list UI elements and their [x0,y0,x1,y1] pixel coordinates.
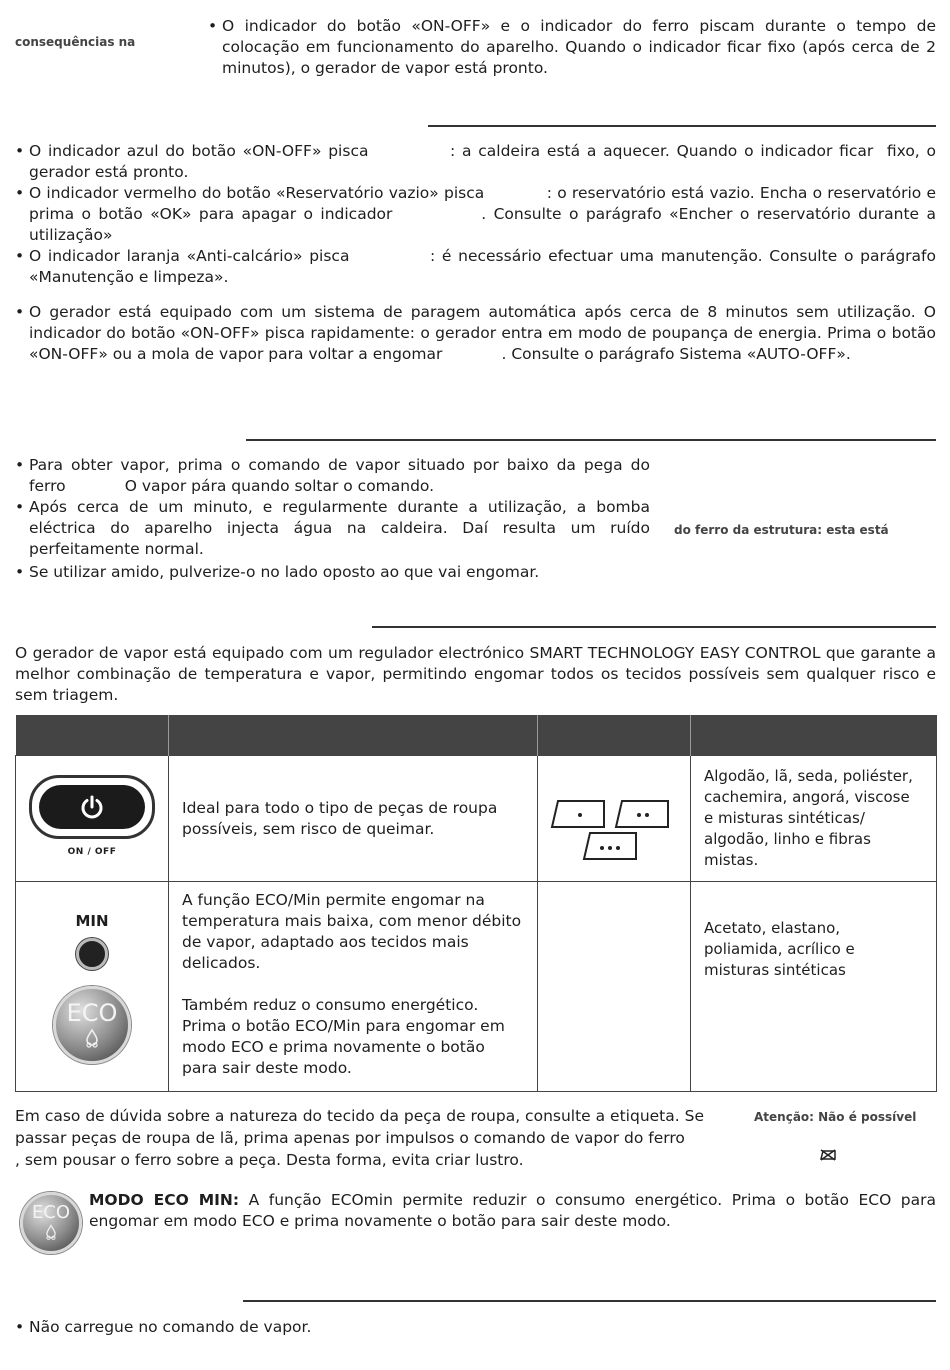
steam-drop-icon [81,1027,103,1049]
eco-button-image [20,1192,82,1254]
regulator-intro: O gerador de vapor está equipado com um regulador electrónico SMART TECHNOLOGY EASY CONTROL que garante a melhor combinação de temperatura e vapor, permitindo engomar todos os tecidos possíveis sem qualquer risco e sem triagem. [15,644,936,704]
indicator-list [15,141,941,365]
list-item: • O indicador laranja «Anti-calcário» pisca : é necessário efectuar uma manutenção. Consulte o parágrafo «Manutenção e limpeza». [15,246,936,288]
side-note-attention: Atenção: Não é possível [754,1110,917,1124]
eco-label: ECO [66,999,118,1027]
list-item: • O indicador do botão «ON-OFF» e o indicador do ferro piscam durante o tempo de colocação em funcionamento do aparelho. Quando o indicador ficar fixo (após cerca de 2 minutos), o gerador de vapor está pronto. [208,16,936,79]
fabric-mode-table [15,715,937,1092]
list-item: • Após cerca de um minuto, e regularmente durante a utilização, a bomba eléctrica do aparelho injecta água na caldeira. Daí resulta um ruído perfeitamente normal. [15,497,650,560]
eco-button-image [53,986,131,1064]
iron-temperature-cell [538,756,691,882]
no-tumble-dry-icon [818,1147,838,1163]
table-header-cell [538,715,691,756]
eco-mode-title: MODO ECO MIN: [89,1191,240,1209]
min-label: MIN [75,912,109,930]
table-header-cell [169,715,538,756]
list-item: • O gerador está equipado com um sistema de paragem automática após cerca de 8 minutos sem utilização. O indicador do botão «ON-OFF» pisca rapidamente: o gerador entra em modo de poupança de energia. Prima o botão «ON-OFF» ou a mola de vapor para voltar a engomar . Consulte o parágrafo Sistema «AUTO-OFF». [15,302,936,365]
description-cell: Ideal para todo o tipo de peças de roupa possíveis, sem risco de queimar. [169,756,538,882]
table-row [16,756,937,882]
on-off-label: ON / OFF [67,846,117,857]
list-item: • O indicador azul do botão «ON-OFF» pisca : a caldeira está a aquecer. Quando o indicador ficar fixo, o gerador está pronto. [15,141,936,183]
power-icon [78,793,106,821]
table-header-cell [16,715,169,756]
side-label-consequences: consequências na [15,35,136,49]
eco-description-a: A função ECO/Min permite engomar na temperatura mais baixa, com menor débito de vapor, adaptado aos tecidos mais delicados. [182,891,522,972]
section-divider [246,439,936,441]
bottom-list [15,1317,936,1338]
fabrics-cell: Acetato, elastano, poliamida, acrílico e misturas sintéticas [691,882,937,1092]
eco-min-cell [16,882,169,1092]
min-indicator-light [76,938,108,970]
list-item: • O indicador vermelho do botão «Reservatório vazio» pisca : o reservatório está vazio. Encha o reservatório e prima o botão «OK» para apagar o indicador . Consulte o parágrafo «Encher o reservatório durante a utilização» [15,183,936,246]
onoff-cell [16,756,169,882]
empty-cell [538,882,691,1092]
table-row [16,882,937,1092]
list-item: • Não carregue no comando de vapor. [15,1317,936,1338]
description-cell [169,882,538,1092]
eco-mode-paragraph [89,1190,936,1232]
side-note-structure: do ferro da estrutura: esta está [674,523,889,537]
section-divider [428,125,936,127]
top-bullet-list [208,16,936,79]
list-item: • Se utilizar amido, pulverize-o no lado oposto ao que vai engomar. [15,562,650,583]
steam-drop-icon [42,1223,60,1241]
eco-mode-text: A função ECOmin permite reduzir o consumo energético. Prima o botão ECO para engomar em modo ECO e prima novamente o botão para sair deste modo. [89,1191,936,1230]
section-divider [372,626,936,628]
list-item: • Para obter vapor, prima o comando de vapor situado por baixo da pega do ferro O vapor pára quando soltar o comando. [15,455,650,497]
eco-label: ECO [31,1202,71,1223]
iron-temperature-icons [538,769,691,869]
iron-three-dots-icon [584,833,636,859]
iron-two-dots-icon [616,801,668,827]
fabrics-cell: Algodão, lã, seda, poliéster, cachemira, angorá, viscose e misturas sintéticas/ algodão, linho e fibras mistas. [691,756,937,882]
iron-one-dot-icon [552,801,604,827]
fabric-doubt-text: Em caso de dúvida sobre a natureza do tecido da peça de roupa, consulte a etiqueta. Se passar peças de roupa de lã, prima apenas por impulsos o comando de vapor do ferro , sem pousar o ferro sobre a peça. Desta forma, evita criar lustro. [15,1107,745,1169]
eco-description-b: Também reduz o consumo energético. Prima o botão ECO/Min para engomar em modo ECO e prima novamente o botão para sair deste modo. [182,996,505,1077]
section-divider [243,1300,936,1302]
on-off-button-image [29,775,155,839]
steam-list [15,455,655,583]
table-header-row [16,715,937,756]
table-header-cell [691,715,937,756]
